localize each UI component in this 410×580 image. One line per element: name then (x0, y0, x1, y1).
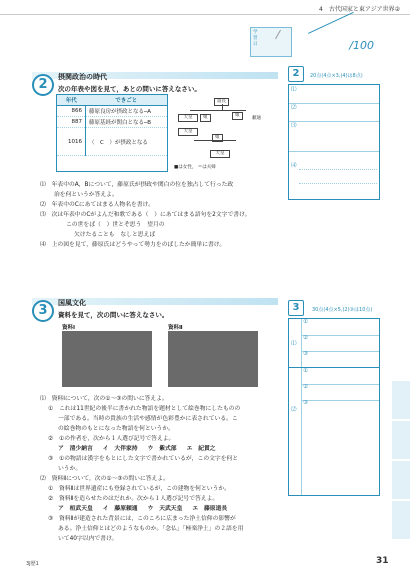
choice-option: イ 藤原頼通 (102, 506, 138, 512)
study-date-label: 学習日 (253, 30, 258, 47)
timeline-row: 887 藤原基経が関白となる─B (57, 117, 167, 128)
answer-row[interactable]: ⑵ (289, 103, 379, 122)
question-text: ⑷ 上の図を見て，藤原氏はどうやって勢力をのばしたか簡単に書け。 (40, 242, 226, 248)
choice-option: ウ 天武天皇 (147, 506, 183, 512)
answer-writing-line (299, 169, 377, 170)
question-text: いて40字以内で書け。 (58, 536, 118, 542)
question-text: ② 資料Ⅱを造らせたのはだれか。次から１人選び記号で答えよ。 (48, 496, 219, 502)
index-tab[interactable] (392, 460, 410, 499)
index-tab[interactable] (392, 420, 410, 459)
legend-couple: ＝は夫婦 (197, 165, 216, 170)
section-3-questions (40, 394, 280, 544)
question-text: 一部である。当時の貴族の生活や感情が色彩豊かに表されている。こ (58, 416, 238, 422)
choice-option: イ 大伴家持 (102, 446, 138, 452)
question-text: ③ 資料Ⅱが建造された背景には，このころに広まった浄土信仰の影響が (48, 516, 236, 522)
family-tree-name: 娘 (200, 114, 211, 122)
family-tree-name: 娘 (212, 134, 223, 142)
timeline-header-year: 年代 (57, 95, 86, 106)
section-2-number: 2 (32, 74, 54, 96)
index-tab[interactable] (392, 500, 410, 539)
answer-row[interactable]: ③ (303, 400, 308, 406)
answer-group-label: ⑴ (291, 341, 297, 347)
section-2-questions (40, 180, 280, 250)
answer-row[interactable]: ⑴ (289, 85, 379, 104)
question-text: ある。浄土信仰とはどのようなものか。「念仏」「極楽浄土」の２語を用 (58, 526, 244, 532)
section-3-number: 3 (32, 300, 54, 322)
question-text: ⑴ 年表中のA，Bについて，藤原氏が摂政や関白の位を独占して行った政 (40, 182, 234, 188)
question-text: ⑴ 資料Ⅰについて，次の①～③の問いに答えよ。 (40, 396, 168, 402)
score-total: /100 (349, 39, 374, 52)
family-tree-name: 天皇 (178, 114, 198, 122)
question-text: ⑵ 年表中のCにあてはまる人物名を書け。 (40, 202, 154, 208)
timeline-table (56, 94, 168, 172)
answer-3-panel (288, 318, 380, 496)
family-tree-legend (174, 164, 216, 170)
answer-row[interactable]: ② (301, 335, 379, 352)
choice-option: ウ 紫式部 (147, 446, 177, 452)
choice-option: ア 清少納言 (58, 446, 93, 452)
choice-option: エ 藤原道長 (192, 506, 228, 512)
index-tab[interactable] (392, 380, 410, 419)
answer-3-number: 3 (288, 300, 304, 316)
family-tree-line (190, 110, 246, 111)
timeline-row: 1016 （ C ）が摂政となる (57, 128, 167, 156)
material-1-image (62, 331, 152, 387)
legend-female: ■は女性， (174, 165, 197, 170)
answer-2-points: 20点(4点×3,(4)は8点) (310, 73, 363, 79)
poem-line: 欠けたることも なしと思えば (74, 232, 156, 238)
score-box[interactable] (300, 27, 380, 57)
section-2-title: 摂関政治の時代 (58, 73, 107, 81)
answer-row[interactable]: ⑶ (289, 121, 379, 152)
family-tree-diagram (172, 94, 277, 176)
section-2-instruction: 次の年表や図を見て，あとの問いに答えなさい。 (58, 85, 201, 93)
score-slash (308, 12, 354, 34)
family-tree-name: 天皇 (210, 150, 230, 158)
study-date-box[interactable] (250, 27, 292, 57)
choice-option: エ 紀貫之 (186, 446, 216, 452)
material-2-image (168, 331, 258, 387)
choice-row (40, 504, 280, 514)
section-3-title: 国風文化 (58, 299, 86, 307)
date-separator (275, 30, 281, 39)
answer-2-panel (288, 84, 380, 200)
timeline-row: 866 藤原良房が摂政となる─A (57, 106, 167, 117)
question-text: ① 資料Ⅱは世界遺産にも登録されているが，この建物を何というか。 (48, 486, 230, 492)
chapter-title: 4 古代国家と東アジア世界② (319, 6, 400, 13)
material-1-label: 資料Ⅰ (62, 325, 76, 331)
choice-option: ア 桓武天皇 (58, 506, 93, 512)
page-number: 31 (376, 556, 389, 566)
family-tree-name: 娘 (232, 112, 243, 120)
timeline-header-event: できごと (86, 95, 168, 106)
answer-writing-line (299, 183, 377, 184)
family-tree-name: 天皇 (178, 128, 198, 136)
family-tree-name: 道長 (214, 98, 229, 106)
poem-line: この世をば（ ）世とぞ思う 望月の (66, 222, 165, 228)
question-text: ③ ①の物語は漢字をもとにした文字で書かれているが，この文字を何と (48, 456, 239, 462)
material-2-label: 資料Ⅱ (168, 325, 183, 331)
answer-row[interactable]: ① (301, 319, 379, 336)
family-tree-name: 頼通 (252, 116, 261, 121)
choice-row (40, 444, 280, 454)
question-text: の絵巻物のもとになった物語を何というか。 (58, 426, 174, 432)
section-3-instruction: 資料を見て，次の問いに答えなさい。 (58, 311, 169, 319)
question-text: いうか。 (58, 466, 82, 472)
question-text: ⑶ 次は年表中のCがよんだ和歌である（ ）にあてはまる語句を2文字で書け。 (40, 212, 251, 218)
answer-group-label: ⑵ (291, 407, 297, 413)
question-text: ⑵ 資料Ⅱについて，次の①～③の問いに答えよ。 (40, 476, 169, 482)
answer-2-number: 2 (288, 66, 304, 82)
family-tree-line (194, 140, 236, 141)
answer-row[interactable]: ② (301, 384, 379, 401)
answer-row[interactable]: ⑷ (289, 151, 379, 199)
question-text: ① これは11世紀の後半に書かれた物語を題材として絵巻物にしたものの (48, 406, 241, 412)
question-text: ② ①の作者を，次から１人選び記号で答えよ。 (48, 436, 175, 442)
question-text: 治を何というか答えよ。 (54, 192, 118, 198)
answer-row[interactable]: ③ (301, 351, 379, 368)
footer-code: 3J歴1 (26, 561, 39, 567)
answer-3-points: 30点(4点×5,(2)③は10点) (312, 307, 373, 313)
answer-row[interactable]: ① (301, 368, 379, 385)
